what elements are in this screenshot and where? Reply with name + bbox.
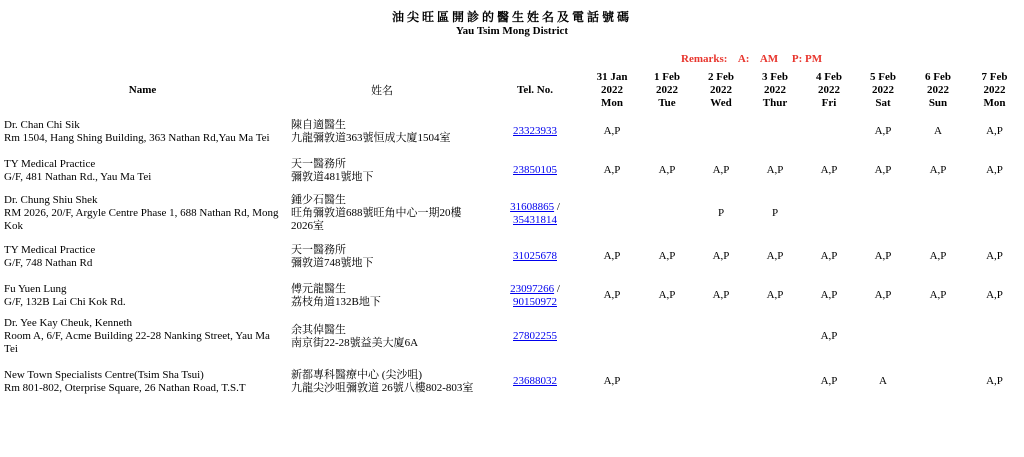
session-cell: A,P — [820, 250, 838, 262]
doctor-cell-chinese — [285, 151, 485, 190]
session-cell — [747, 315, 803, 358]
session-cell — [803, 112, 855, 151]
tel-link[interactable]: 90150972 — [513, 295, 557, 308]
column-header-name: Name — [128, 83, 157, 96]
table-row — [0, 237, 1024, 276]
session-cell: A,P — [929, 250, 947, 262]
session-cell — [965, 190, 1024, 237]
session-cell: A,P — [603, 250, 621, 262]
tel-separator: / — [554, 282, 560, 295]
session-cell — [855, 315, 911, 358]
session-cell — [965, 315, 1024, 358]
column-header-date: 1 Feb 2022 Tue — [654, 70, 680, 109]
table-row — [0, 112, 1024, 151]
doctor-name: Fu Yuen Lung — [4, 282, 67, 295]
tel-link[interactable]: 31608865 — [510, 200, 555, 213]
session-cell — [695, 315, 747, 358]
session-cell: A,P — [986, 289, 1003, 301]
doctor-cell — [0, 315, 285, 358]
tel-link[interactable]: 23850105 — [513, 164, 557, 176]
tel-link[interactable]: 27802255 — [513, 330, 557, 342]
doctor-name: TY Medical Practice — [4, 157, 96, 170]
session-cell: A,P — [874, 125, 892, 137]
session-cell: A,P — [603, 375, 621, 387]
table-header-row — [0, 68, 1024, 112]
doctor-address: G/F, 748 Nathan Rd — [4, 256, 93, 269]
doctor-cell — [0, 112, 285, 151]
session-cell — [911, 190, 965, 237]
doctor-name: Dr. Yee Kay Cheuk, Kenneth — [4, 317, 133, 329]
session-cell: A,P — [712, 164, 730, 176]
page-title-english: Yau Tsim Mong District — [455, 25, 569, 37]
doctor-name-chinese: 天一醫務所 — [291, 157, 346, 170]
doctor-name-chinese: 天一醫務所 — [291, 243, 346, 256]
doctor-cell-chinese — [285, 112, 485, 151]
session-cell — [639, 190, 695, 237]
session-cell — [695, 112, 747, 151]
tel-link[interactable]: 23688032 — [513, 375, 557, 387]
doctor-cell — [0, 358, 285, 405]
session-cell — [695, 358, 747, 405]
column-header-name-chinese: 姓名 — [371, 83, 393, 97]
session-cell — [803, 190, 855, 237]
table-row — [0, 315, 1024, 358]
session-cell: A,P — [712, 289, 730, 301]
doctor-name: New Town Specialists Centre(Tsim Sha Tsui) — [4, 368, 204, 381]
tel-cell — [485, 190, 585, 237]
tel-cell — [485, 112, 585, 151]
session-cell: A,P — [986, 125, 1003, 137]
session-cell: A,P — [766, 250, 784, 262]
session-cell: A,P — [929, 289, 947, 301]
tel-cell — [485, 151, 585, 190]
session-cell — [747, 112, 803, 151]
doctor-cell — [0, 190, 285, 237]
session-cell — [639, 315, 695, 358]
session-cell: A,P — [820, 330, 838, 342]
session-cell: A,P — [766, 164, 784, 176]
table-row — [0, 190, 1024, 237]
tel-cell — [485, 237, 585, 276]
session-cell: P — [717, 207, 725, 219]
session-cell: P — [771, 207, 779, 219]
session-cell: A,P — [603, 289, 621, 301]
doctor-cell-chinese — [285, 315, 485, 358]
doctor-address: G/F, 132B Lai Chi Kok Rd. — [4, 295, 126, 308]
tel-link[interactable]: 31025678 — [513, 250, 557, 262]
doctor-address-chinese: 彌敦道748號地下 — [291, 256, 374, 269]
session-cell: A,P — [874, 164, 892, 176]
column-header-date: 5 Feb 2022 Sat — [870, 70, 896, 109]
session-cell: A,P — [712, 250, 730, 262]
doctor-name: Dr. Chung Shiu Shek — [4, 194, 98, 206]
session-cell: A,P — [658, 164, 676, 176]
session-cell: A — [879, 375, 887, 387]
session-cell: A,P — [820, 289, 838, 301]
doctor-cell — [0, 276, 285, 315]
table-row — [0, 276, 1024, 315]
session-cell — [585, 315, 639, 358]
session-cell: A,P — [820, 375, 838, 387]
doctor-address-chinese: 南京街22-28號益美大廈6A — [291, 336, 419, 349]
tel-cell — [485, 358, 585, 405]
doctor-cell — [0, 151, 285, 190]
session-cell: A,P — [658, 250, 676, 262]
doctor-address-chinese: 旺角彌敦道688號旺角中心一期20樓2026室 — [291, 207, 462, 232]
tel-separator: / — [554, 200, 560, 213]
column-header-date: 3 Feb 2022 Thur — [762, 70, 788, 109]
column-header-date: 2 Feb 2022 Wed — [708, 70, 734, 109]
doctor-address-chinese: 九龍彌敦道363號恒成大廈1504室 — [291, 131, 451, 144]
doctor-cell-chinese — [285, 190, 485, 237]
session-cell — [747, 358, 803, 405]
column-header-date: 31 Jan 2022 Mon — [596, 70, 628, 109]
session-cell — [911, 315, 965, 358]
doctor-address-chinese: 荔枝角道132B地下 — [291, 295, 381, 308]
session-cell: A — [934, 125, 942, 137]
session-cell: A,P — [820, 164, 838, 176]
tel-link[interactable]: 35431814 — [513, 213, 557, 226]
doctor-cell-chinese — [285, 276, 485, 315]
session-cell — [585, 190, 639, 237]
tel-link[interactable]: 23323933 — [513, 125, 557, 137]
doctor-cell-chinese — [285, 237, 485, 276]
page-header — [0, 10, 1024, 38]
doctor-address: Room A, 6/F, Acme Building 22-28 Nanking Street, Yau Ma Tei — [4, 330, 270, 355]
column-header-tel: Tel. No. — [517, 83, 553, 96]
doctor-cell-chinese — [285, 358, 485, 405]
session-cell: A,P — [874, 289, 892, 301]
doctor-address-chinese: 彌敦道481號地下 — [291, 170, 374, 183]
session-cell — [639, 358, 695, 405]
doctor-cell — [0, 237, 285, 276]
column-header-date: 4 Feb 2022 Fri — [816, 70, 842, 109]
page-title-chinese: 油尖旺區開診的醫生姓名及電話號碼 — [391, 10, 632, 24]
doctor-name: Dr. Chan Chi Sik — [4, 118, 80, 131]
table-body — [0, 112, 1024, 405]
column-header-date: 6 Feb 2022 Sun — [925, 70, 951, 109]
doctor-name-chinese: 新都專科醫療中心 (尖沙咀) — [291, 368, 423, 381]
session-cell: A,P — [929, 164, 947, 176]
doctor-address: RM 2026, 20/F, Argyle Centre Phase 1, 688 Nathan Rd, Mong Kok — [4, 207, 279, 232]
session-cell: A,P — [658, 289, 676, 301]
table-row — [0, 151, 1024, 190]
session-cell: A,P — [986, 375, 1003, 387]
tel-link[interactable]: 23097266 — [510, 282, 555, 295]
doctor-name-chinese: 余其倬醫生 — [291, 323, 346, 336]
session-cell: A,P — [874, 250, 892, 262]
session-cell: A,P — [986, 164, 1003, 176]
session-cell: A,P — [986, 250, 1003, 262]
session-cell: A,P — [603, 125, 621, 137]
doctor-address: Rm 1504, Hang Shing Building, 363 Nathan Rd,Yau Ma Tei — [4, 131, 270, 144]
session-cell: A,P — [603, 164, 621, 176]
table-row — [0, 358, 1024, 405]
session-cell — [855, 190, 911, 237]
doctor-name-chinese: 傅元龍醫生 — [291, 282, 346, 295]
doctor-name-chinese: 陳自適醫生 — [291, 118, 346, 131]
session-cell — [639, 112, 695, 151]
doctor-address: G/F, 481 Nathan Rd., Yau Ma Tei — [4, 170, 152, 183]
remarks-legend: Remarks: A: AM P: PM — [681, 53, 823, 65]
session-cell — [911, 358, 965, 405]
doctor-address-chinese: 九龍尖沙咀彌敦道 26號八樓802-803室 — [291, 381, 474, 394]
doctor-address: Rm 801-802, Oterprise Square, 26 Nathan Road, T.S.T — [4, 381, 246, 394]
session-cell: A,P — [766, 289, 784, 301]
doctor-name-chinese: 鍾少石醫生 — [291, 194, 346, 206]
tel-cell — [485, 315, 585, 358]
doctor-schedule-table — [0, 68, 1024, 405]
tel-cell — [485, 276, 585, 315]
doctor-name: TY Medical Practice — [4, 243, 96, 256]
column-header-date: 7 Feb 2022 Mon — [981, 70, 1008, 109]
